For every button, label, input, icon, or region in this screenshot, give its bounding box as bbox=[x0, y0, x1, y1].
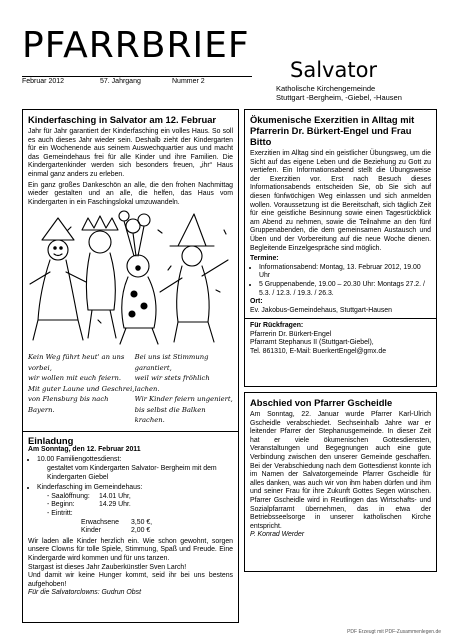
schedule-label: Kinder bbox=[81, 527, 101, 535]
ort-label: Ort: bbox=[250, 298, 263, 306]
divider bbox=[23, 431, 238, 432]
termine-label: Termine: bbox=[250, 255, 279, 263]
einladung-list bbox=[28, 456, 233, 535]
schedule-value: 2,00 € bbox=[131, 527, 151, 535]
verse-line: wir wollen mit euch feiern. bbox=[28, 374, 121, 383]
kinderfasching-text-1: Jahr für Jahr garantiert der Kinderfasching ein volles Haus. So soll es auch dieses Jahr wieder sein. Deshalb zieht der Kindergarten für ein Wochenende aus seinem Auswechquartier aus und macht das Gemeindehaus frei für alle Kinder und ihre Familien. Die Kindergartenkinder werden sich besonders freuen, „ihr“ Haus einmal ganz anders zu erleben. bbox=[28, 128, 233, 178]
schedule-row bbox=[37, 493, 233, 502]
clown-drawing bbox=[28, 210, 233, 348]
ort-value: Ev. Jakobus-Gemeindehaus, Stuttgart-Hausen bbox=[250, 306, 392, 314]
church-info bbox=[276, 84, 402, 102]
verse-line: von Flensburg bis nach Bayern. bbox=[28, 395, 109, 414]
schedule-label: - Beginn: bbox=[47, 501, 75, 509]
schedule-row bbox=[37, 510, 233, 519]
church-location: Stuttgart -Bergheim, -Giebel, -Hausen bbox=[276, 93, 402, 102]
einladung-text-3: Und damit wir keine Hunger kommt, seid ihr bei uns bestens aufgehoben! bbox=[28, 572, 233, 588]
kinderfasching-text-2: Ein ganz großes Dankeschön an alle, die den frohen Nachmittag wieder gestalten und an alle, die helfen, das Haus vom Kindergarten in ein Faschingslokal umzuwandeln. bbox=[28, 181, 233, 206]
schedule-value: 14.01 Uhr, bbox=[99, 492, 131, 500]
abschied-signature: P. Konrad Werder bbox=[250, 531, 305, 539]
einladung-date: Am Sonntag, den 12. Februar 2011 bbox=[28, 445, 141, 453]
einladung-text-1: Wir laden alle Kinder herzlich ein. Wie schon gewohnt, sorgen unsere Clowns für tolle Spiele, Stimmung, Spaß und Freude. Eine Kindergarde wird kommen und für uns tanzen. bbox=[28, 537, 233, 562]
einladung-heading: Einladung bbox=[28, 434, 74, 446]
list-item: • 5 Gruppenabende, 19.00 – 20.30 Uhr: Montags 27.2. / 5.3. / 12.3. / 19.3. / 26.3. bbox=[259, 281, 431, 298]
abschied-text: Am Sonntag, 22. Januar wurde Pfarrer Karl-Ulrich Gscheidle verabschiedet. Sechseinhalb Jahre war er leitender Pfarrer der Stephanusgemeinde. In dieser Zeit hat er viele ökumenischen Gottesdiensten, Veranstaltungen und Begegnungen auch eine gute Verbindung zwischen den unserer Gemeinde geschaffen. Bei der Verabschiedung nach dem Gottesdienst konnte ich im Namen der Salvatorgemeinde Pfarrer Gscheidle für alles danken, was auch wir von ihm haben dürfen und ihm und seiner Frau für ihre Zukunft Gottes Segen wünschen. Pfarrer Gscheidle wird in Reutlingen das Wirtschafts- und Sozialpfarramt übernehmen, das in etwa der Betriebsseelsorge in unserer katholischen Kirche entspricht. bbox=[250, 411, 431, 530]
masthead-issue bbox=[22, 78, 252, 85]
list-item: • Informationsabend: Montag, 13. Februar 2012, 19.00 Uhr bbox=[259, 264, 431, 281]
rueckfragen-label: Für Rückfragen: bbox=[250, 322, 304, 330]
rueckfragen-line: Pfarrerin Dr. Bürkert-Engel bbox=[250, 330, 332, 338]
masthead-rule bbox=[22, 76, 252, 77]
rueckfragen-line: Pfarramt Stephanus II (Stuttgart-Giebel), bbox=[250, 339, 374, 347]
schedule-row bbox=[37, 501, 233, 510]
schedule-label: - Saalöffnung: bbox=[47, 492, 90, 500]
verse-block bbox=[28, 352, 233, 426]
verse-left bbox=[28, 352, 135, 426]
item-title: 10.00 Familiengottesdienst: bbox=[37, 456, 122, 464]
schedule-value: 14.29 Uhr. bbox=[99, 501, 131, 509]
issue-jahrgang: 57. Jahrgang bbox=[100, 78, 141, 85]
abschied-heading: Abschied von Pfarrer Gscheidle bbox=[250, 397, 393, 408]
verse-line: bis selbst die Balken krachen. bbox=[134, 405, 206, 425]
exerzitien-text: Exerzitien im Alltag sind ein geistlicher Übungsweg, um die Sicht auf das eigene Leben und die Beziehung zu Gott zu vertiefen. Ein Informationsabend stellt die Übungsweise der Exerzitien vor. Erst nach Besuch dieses Informationsabends entscheiden Sie, ob Sie sich auf diesen fünfwöchigen Weg einlassen und sich anmelden wollen. Voraussetzung ist die Bereitschaft, sich täglich Zeit für eine geistliche Besinnung sowie einen Tagesrückblick am Abend zu nehmen, sowie die Teilnahme an den fünf Gruppenabenden, die dem gemeinsamen Austausch und Üben und der Vorbereitung auf die neue Woche dienen. Begleitende Einzelgespräche sind möglich. bbox=[250, 150, 431, 252]
church-name: Katholische Kirchengemeinde bbox=[276, 84, 376, 93]
verse-line: Wir Kinder feiern ungeniert, bbox=[134, 395, 233, 404]
article-abschied bbox=[244, 392, 437, 572]
issue-number: Nummer 2 bbox=[172, 78, 205, 85]
list-item bbox=[37, 456, 233, 482]
carnival-illustration bbox=[28, 210, 233, 348]
item-detail: gestaltet vom Kindergarten Salvator- Bergheim mit dem Kindergarten Giebel bbox=[47, 465, 217, 481]
rueckfragen-line: Tel. 861310, E-Mail: BuerkertEngel@gmx.de bbox=[250, 348, 387, 356]
kinderfasching-heading: Kinderfasching in Salvator am 12. Februar bbox=[28, 114, 217, 125]
termine-list bbox=[250, 264, 431, 298]
item-title: Kinderfasching im Gemeindehaus: bbox=[37, 484, 143, 492]
verse-line: Kein Weg führt heut' an uns vorbei, bbox=[28, 353, 125, 372]
article-exerzitien bbox=[244, 109, 437, 387]
verse-line: weil wir stets fröhlich lachen. bbox=[134, 374, 210, 393]
pdf-footer: PDF Erzeugt mit PDF-Zusammenlegen.de bbox=[347, 629, 441, 635]
schedule-row bbox=[37, 527, 233, 536]
verse-line: Mit guter Laune und Geschrei, bbox=[28, 384, 135, 393]
schedule-label: Erwachsene bbox=[81, 518, 119, 526]
masthead-title: PFARRBRIEF bbox=[22, 25, 250, 66]
issue-month: Februar 2012 bbox=[22, 78, 65, 85]
einladung-signature: Für die Salvatorclowns: Gudrun Obst bbox=[28, 589, 141, 597]
parish-name: Salvator bbox=[290, 58, 378, 82]
list-item bbox=[37, 484, 233, 536]
schedule-value: 3,50 €, bbox=[131, 518, 153, 526]
einladung-text-2: Stargast ist dieses Jahr Zauberkünstler Sven Larch! bbox=[28, 563, 187, 571]
schedule-row bbox=[37, 519, 233, 528]
verse-line: Bei uns ist Stimmung garantiert, bbox=[134, 353, 209, 372]
exerzitien-heading: Ökumenische Exerzitien in Alltag mit Pfarrerin Dr. Bürkert-Engel und Frau Bitto bbox=[250, 114, 415, 147]
article-kinderfasching bbox=[22, 109, 239, 623]
schedule-label: - Eintritt: bbox=[47, 510, 73, 517]
divider bbox=[245, 318, 436, 319]
verse-right bbox=[135, 352, 233, 426]
